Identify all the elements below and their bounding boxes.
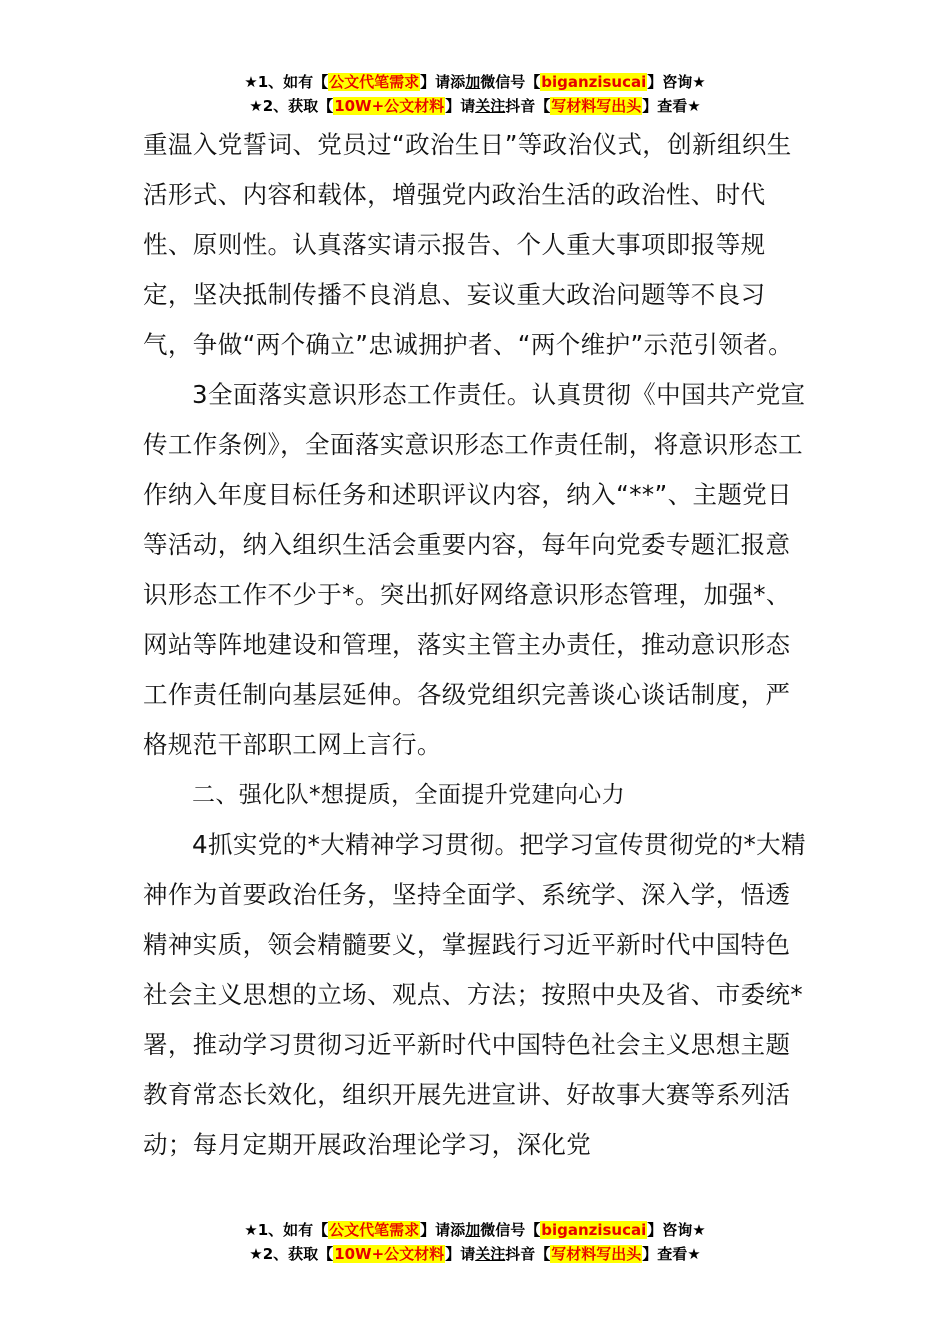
banner-underline: 加 (465, 1221, 481, 1239)
banner-text: 】请 (445, 1245, 476, 1263)
banner-highlight-douyin: 写材料写出头 (551, 97, 642, 115)
banner-underline: 关注 (475, 97, 506, 115)
banner-highlight-wechat-id: biganzisucai (541, 1221, 647, 1239)
banner-line-2 (0, 94, 950, 118)
document-body (143, 120, 813, 1170)
banner-highlight-wechat-id: biganzisucai (541, 73, 647, 91)
section-heading: 二、强化队*想提质，全面提升党建向心力 (192, 782, 626, 808)
banner-text: 】查看★ (642, 1245, 701, 1263)
banner-text: 微信号【 (480, 73, 541, 91)
banner-highlight-service: 公文代笔需求 (329, 73, 420, 91)
banner-text: 】请添 (420, 73, 466, 91)
banner-line-2 (0, 1242, 950, 1266)
banner-highlight-materials: 10W+公文材料 (334, 97, 445, 115)
paragraph-1: 重温入党誓词、党员过“政治生日”等政治仪式，创新组织生活形式、内容和载体，增强党内政治生活的政治性、时代性、原则性。认真落实请示报告、个人重大事项即报等规定，坚决抵制传播不良消息、妄议重大政治问题等不良习气，争做“两个确立”忠诚拥护者、“两个维护”示范引领者。 (143, 130, 793, 359)
banner-text: 】查看★ (642, 97, 701, 115)
banner-text: 微信号【 (480, 1221, 541, 1239)
footer-banner (0, 1218, 950, 1266)
banner-text: 抖音【 (505, 97, 551, 115)
banner-highlight-materials: 10W+公文材料 (334, 1245, 445, 1263)
banner-underline: 加 (465, 73, 481, 91)
header-banner (0, 70, 950, 118)
banner-underline: 关注 (475, 1245, 506, 1263)
banner-text: 】请添 (420, 1221, 466, 1239)
banner-text: ★2、获取【 (249, 97, 334, 115)
banner-text: ★1、如有【 (244, 1221, 329, 1239)
banner-text: ★1、如有【 (244, 73, 329, 91)
paragraph-2: 3全面落实意识形态工作责任。认真贯彻《中国共产党宣传工作条例》，全面落实意识形态工作责任制，将意识形态工作纳入年度目标任务和述职评议内容，纳入“**”、主题党日等活动，纳入组织生活会重要内容，每年向党委专题汇报意识形态工作不少于*。突出抓好网络意识形态管理，加强*、网站等阵地建设和管理，落实主管主办责任，推动意识形态工作责任制向基层延伸。各级党组织完善谈心谈话制度，严格规范干部职工网上言行。 (143, 380, 806, 759)
banner-text: 】咨询★ (647, 73, 706, 91)
banner-text: ★2、获取【 (249, 1245, 334, 1263)
banner-text: 】请 (445, 97, 476, 115)
banner-line-1 (0, 70, 950, 94)
banner-highlight-service: 公文代笔需求 (329, 1221, 420, 1239)
banner-text: 抖音【 (505, 1245, 551, 1263)
banner-highlight-douyin: 写材料写出头 (551, 1245, 642, 1263)
paragraph-3: 4抓实党的*大精神学习贯彻。把学习宣传贯彻党的*大精神作为首要政治任务，坚持全面学、系统学、深入学，悟透精神实质，领会精髓要义，掌握践行习近平新时代中国特色社会主义思想的立场、观点、方法；按照中央及省、市委统*署，推动学习贯彻习近平新时代中国特色社会主义思想主题教育常态长效化，组织开展先进宣讲、好故事大赛等系列活动；每月定期开展政治理论学习，深化党 (143, 830, 806, 1159)
banner-line-1 (0, 1218, 950, 1242)
banner-text: 】咨询★ (647, 1221, 706, 1239)
